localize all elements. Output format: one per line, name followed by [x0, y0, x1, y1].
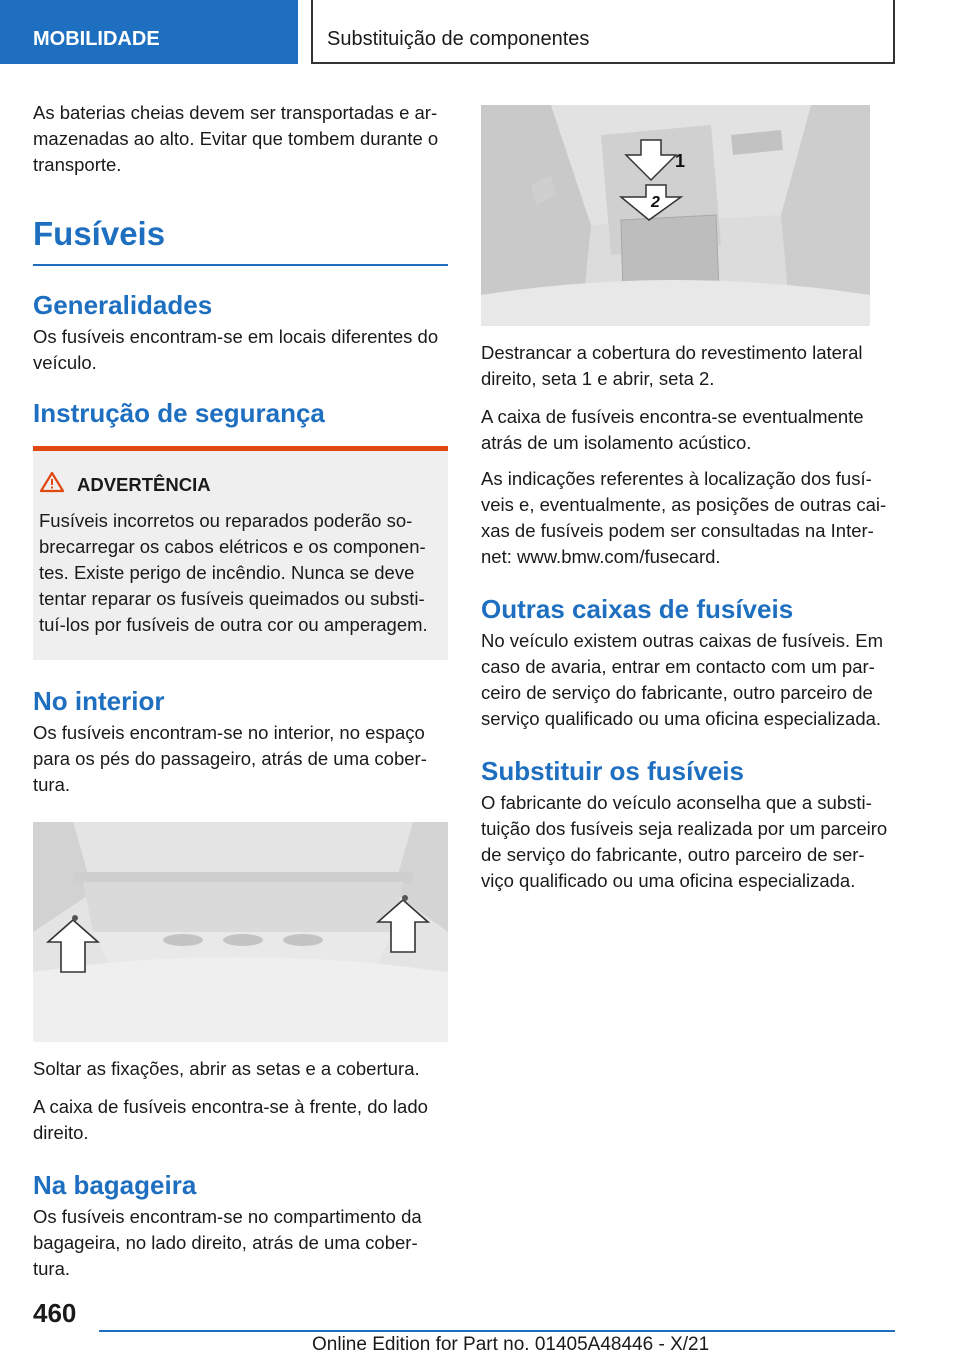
left-column — [33, 96, 448, 1282]
interior-paragraph: Os fusíveis encontram-se no interior, no espaço para os pés do passageiro, atrás de uma cober-tura. — [33, 722, 427, 795]
other-boxes-paragraph: No veículo existem outras caixas de fusíveis. Em caso de avaria, entrar em contacto com um par-ceiro de serviço do fabricante, outro parceiro de serviço qualificado ou uma oficina especializada. — [481, 630, 884, 729]
warning-triangle-icon — [39, 471, 65, 498]
trunk-caption: Destrancar a cobertura do revestimento lateral direito, seta 1 e abrir, seta 2. — [481, 342, 863, 389]
trunk-note: A caixa de fusíveis encontra-se eventualmente atrás de um isolamento acústico. — [481, 406, 864, 453]
section-tab — [0, 0, 298, 64]
safety-heading: Instrução de segurança — [33, 398, 325, 428]
interior-caption: Soltar as fixações, abrir as setas e a cobertura. — [33, 1058, 420, 1079]
arrow-label-2: 2 — [651, 194, 660, 211]
chapter-title — [311, 0, 895, 64]
replace-paragraph: O fabricante do veículo aconselha que a substi-tuição dos fusíveis seja realizada por um parceiro de serviço do fabricante, outro parceiro de ser-viço qualificado ou uma oficina especializada. — [481, 792, 888, 891]
general-heading: Generalidades — [33, 290, 213, 320]
right-column — [481, 96, 896, 894]
fuses-heading: Fusíveis — [33, 214, 448, 266]
general-paragraph: Os fusíveis encontram-se em locais diferentes do veículo. — [33, 326, 439, 373]
chapter-title-label: Substituição de componentes — [327, 28, 590, 50]
page-number: 460 — [33, 1298, 77, 1328]
warning-text: Fusíveis incorretos ou reparados poderão so-brecarregar os cabos elétricos e os componen-tes. Existe perigo de incêndio. Nunca se deve tentar reparar os fusíveis queimados ou substi-tuí-los por fusíveis de outra cor ou amperagem. — [39, 510, 428, 635]
intro-paragraph: As baterias cheias devem ser transportadas e ar-mazenadas ao alto. Evitar que tombem durante o transporte. — [33, 102, 439, 175]
arrow-label-1: 1 — [675, 151, 686, 171]
trunk-paragraph: Os fusíveis encontram-se no compartimento da bagageira, no lado direito, atrás de uma cober-tura. — [33, 1206, 422, 1279]
section-label: MOBILIDADE — [33, 28, 160, 50]
interior-heading: No interior — [33, 686, 165, 716]
warning-header — [39, 471, 442, 498]
interior-note: A caixa de fusíveis encontra-se à frente, do lado direito. — [33, 1096, 428, 1143]
footer-divider — [99, 1330, 895, 1332]
replace-heading: Substituir os fusíveis — [481, 756, 744, 786]
warning-box — [33, 446, 448, 660]
edition-label: Online Edition for Part no. 01405A48446 - X/21 — [312, 1334, 710, 1355]
trunk-heading: Na bagageira — [33, 1170, 197, 1200]
warning-label: ADVERTÊNCIA — [77, 473, 211, 495]
trunk-info: As indicações referentes à localização dos fusí-veis e, eventualmente, as posições de outras cai-xas de fusíveis podem ser consultadas na Inter-net: www.bmw.com/fusecard. — [481, 468, 887, 567]
trunk-photo — [481, 105, 870, 326]
other-boxes-heading: Outras caixas de fusíveis — [481, 594, 794, 624]
interior-photo — [33, 822, 448, 1042]
